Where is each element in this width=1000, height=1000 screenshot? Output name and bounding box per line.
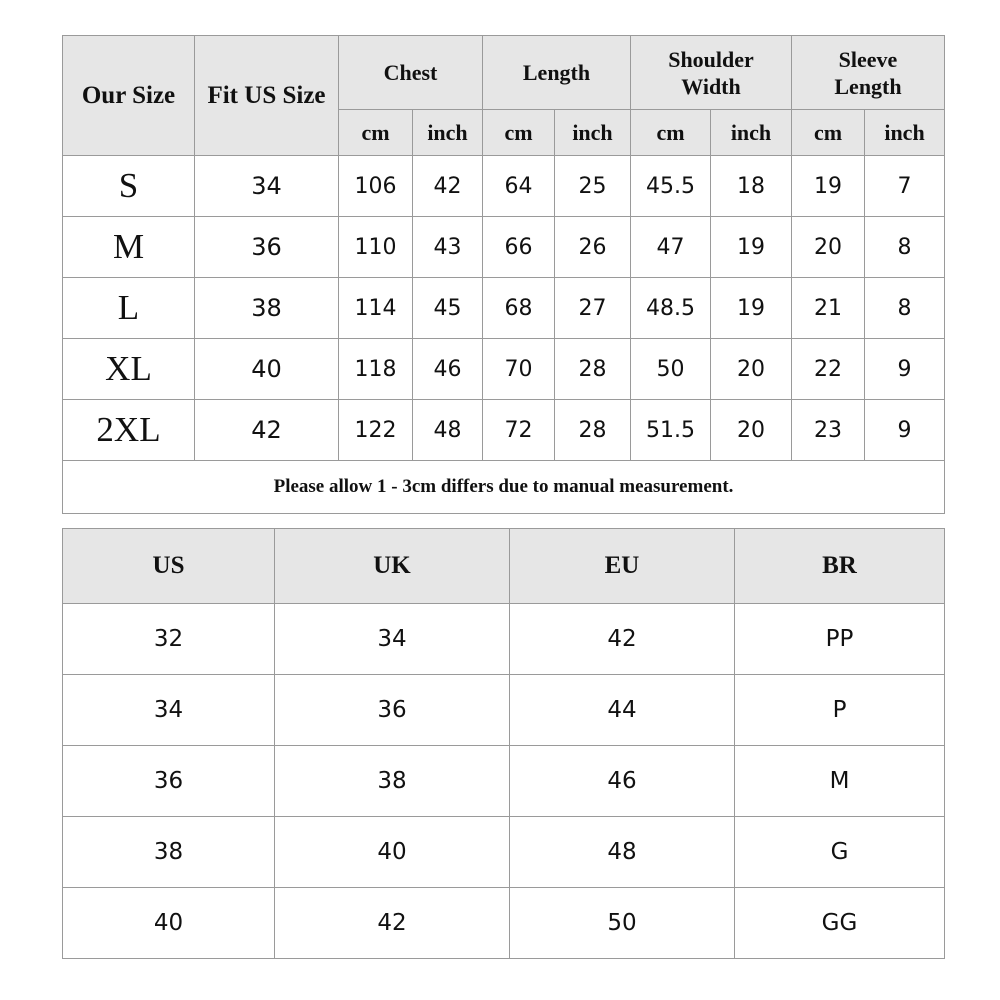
- unit-header: inch: [413, 110, 483, 156]
- measurement-cell: 45.5: [631, 156, 711, 217]
- size-label-cell: L: [63, 278, 195, 339]
- conversion-cell: 36: [275, 675, 510, 746]
- fit-us-size-cell: 40: [195, 339, 339, 400]
- conversion-cell: P: [735, 675, 945, 746]
- measurement-cell: 19: [711, 278, 792, 339]
- measurement-cell: 48: [413, 400, 483, 461]
- measurement-cell: 8: [865, 278, 945, 339]
- size-row: [63, 217, 945, 278]
- measurement-cell: 106: [339, 156, 413, 217]
- size-row: [63, 339, 945, 400]
- size-label-cell: XL: [63, 339, 195, 400]
- measurement-cell: 26: [555, 217, 631, 278]
- measurement-cell: 70: [483, 339, 555, 400]
- measurement-cell: 72: [483, 400, 555, 461]
- measurement-cell: 47: [631, 217, 711, 278]
- size-row: [63, 278, 945, 339]
- fit-us-size-cell: 38: [195, 278, 339, 339]
- unit-header: cm: [339, 110, 413, 156]
- measurement-cell: 27: [555, 278, 631, 339]
- measurement-cell: 110: [339, 217, 413, 278]
- conversion-cell: 32: [63, 604, 275, 675]
- measurement-cell: 18: [711, 156, 792, 217]
- size-conversion-table: [62, 528, 945, 959]
- conversion-cell: 42: [510, 604, 735, 675]
- chest-header: Chest: [339, 36, 483, 110]
- conversion-cell: 40: [63, 888, 275, 959]
- conversion-cell: 34: [63, 675, 275, 746]
- br-header: BR: [735, 529, 945, 604]
- eu-header: EU: [510, 529, 735, 604]
- conversion-cell: G: [735, 817, 945, 888]
- measurement-cell: 19: [792, 156, 865, 217]
- unit-header: inch: [555, 110, 631, 156]
- length-header: Length: [483, 36, 631, 110]
- conversion-cell: 38: [63, 817, 275, 888]
- unit-header: inch: [711, 110, 792, 156]
- measurement-cell: 19: [711, 217, 792, 278]
- measurement-cell: 25: [555, 156, 631, 217]
- conversion-row: [63, 746, 945, 817]
- conversion-cell: 48: [510, 817, 735, 888]
- measurement-cell: 64: [483, 156, 555, 217]
- measurement-cell: 48.5: [631, 278, 711, 339]
- measurement-cell: 22: [792, 339, 865, 400]
- measurement-cell: 23: [792, 400, 865, 461]
- conversion-cell: 50: [510, 888, 735, 959]
- measurement-cell: 51.5: [631, 400, 711, 461]
- measurement-cell: 9: [865, 400, 945, 461]
- measurement-cell: 8: [865, 217, 945, 278]
- conversion-cell: 46: [510, 746, 735, 817]
- fit-us-size-cell: 42: [195, 400, 339, 461]
- shoulder-width-header: Shoulder Width: [631, 36, 792, 110]
- measurement-cell: 66: [483, 217, 555, 278]
- size-label-cell: 2XL: [63, 400, 195, 461]
- unit-header: cm: [483, 110, 555, 156]
- size-label-cell: S: [63, 156, 195, 217]
- unit-header: cm: [631, 110, 711, 156]
- measurement-cell: 21: [792, 278, 865, 339]
- conversion-row: [63, 888, 945, 959]
- conversion-cell: 44: [510, 675, 735, 746]
- measurement-cell: 28: [555, 400, 631, 461]
- conversion-cell: 40: [275, 817, 510, 888]
- note-row: [63, 461, 945, 514]
- conversion-cell: 38: [275, 746, 510, 817]
- size-chart-table: [62, 35, 945, 514]
- measurement-cell: 122: [339, 400, 413, 461]
- unit-header: inch: [865, 110, 945, 156]
- conversion-cell: M: [735, 746, 945, 817]
- measurement-cell: 68: [483, 278, 555, 339]
- conversion-cell: PP: [735, 604, 945, 675]
- sleeve-length-header: Sleeve Length: [792, 36, 945, 110]
- measurement-cell: 46: [413, 339, 483, 400]
- measurement-cell: 20: [711, 400, 792, 461]
- size-row: [63, 156, 945, 217]
- conversion-row: [63, 817, 945, 888]
- measurement-cell: 7: [865, 156, 945, 217]
- measurement-cell: 50: [631, 339, 711, 400]
- conversion-cell: 34: [275, 604, 510, 675]
- fit-us-size-cell: 34: [195, 156, 339, 217]
- measurement-cell: 43: [413, 217, 483, 278]
- measurement-cell: 20: [711, 339, 792, 400]
- fit-us-size-cell: 36: [195, 217, 339, 278]
- conversion-cell: 36: [63, 746, 275, 817]
- us-header: US: [63, 529, 275, 604]
- conversion-cell: GG: [735, 888, 945, 959]
- size-label-cell: M: [63, 217, 195, 278]
- conversion-row: [63, 604, 945, 675]
- measurement-cell: 42: [413, 156, 483, 217]
- measurement-cell: 118: [339, 339, 413, 400]
- fit-us-size-header: Fit US Size: [195, 36, 339, 156]
- conversion-row: [63, 675, 945, 746]
- measurement-cell: 20: [792, 217, 865, 278]
- unit-header: cm: [792, 110, 865, 156]
- measurement-cell: 114: [339, 278, 413, 339]
- our-size-header: Our Size: [63, 36, 195, 156]
- measurement-note: Please allow 1 - 3cm differs due to manual measurement.: [63, 461, 945, 514]
- size-chart-header-row: [63, 36, 945, 110]
- measurement-cell: 45: [413, 278, 483, 339]
- conversion-header-row: [63, 529, 945, 604]
- size-row: [63, 400, 945, 461]
- conversion-cell: 42: [275, 888, 510, 959]
- measurement-cell: 9: [865, 339, 945, 400]
- measurement-cell: 28: [555, 339, 631, 400]
- uk-header: UK: [275, 529, 510, 604]
